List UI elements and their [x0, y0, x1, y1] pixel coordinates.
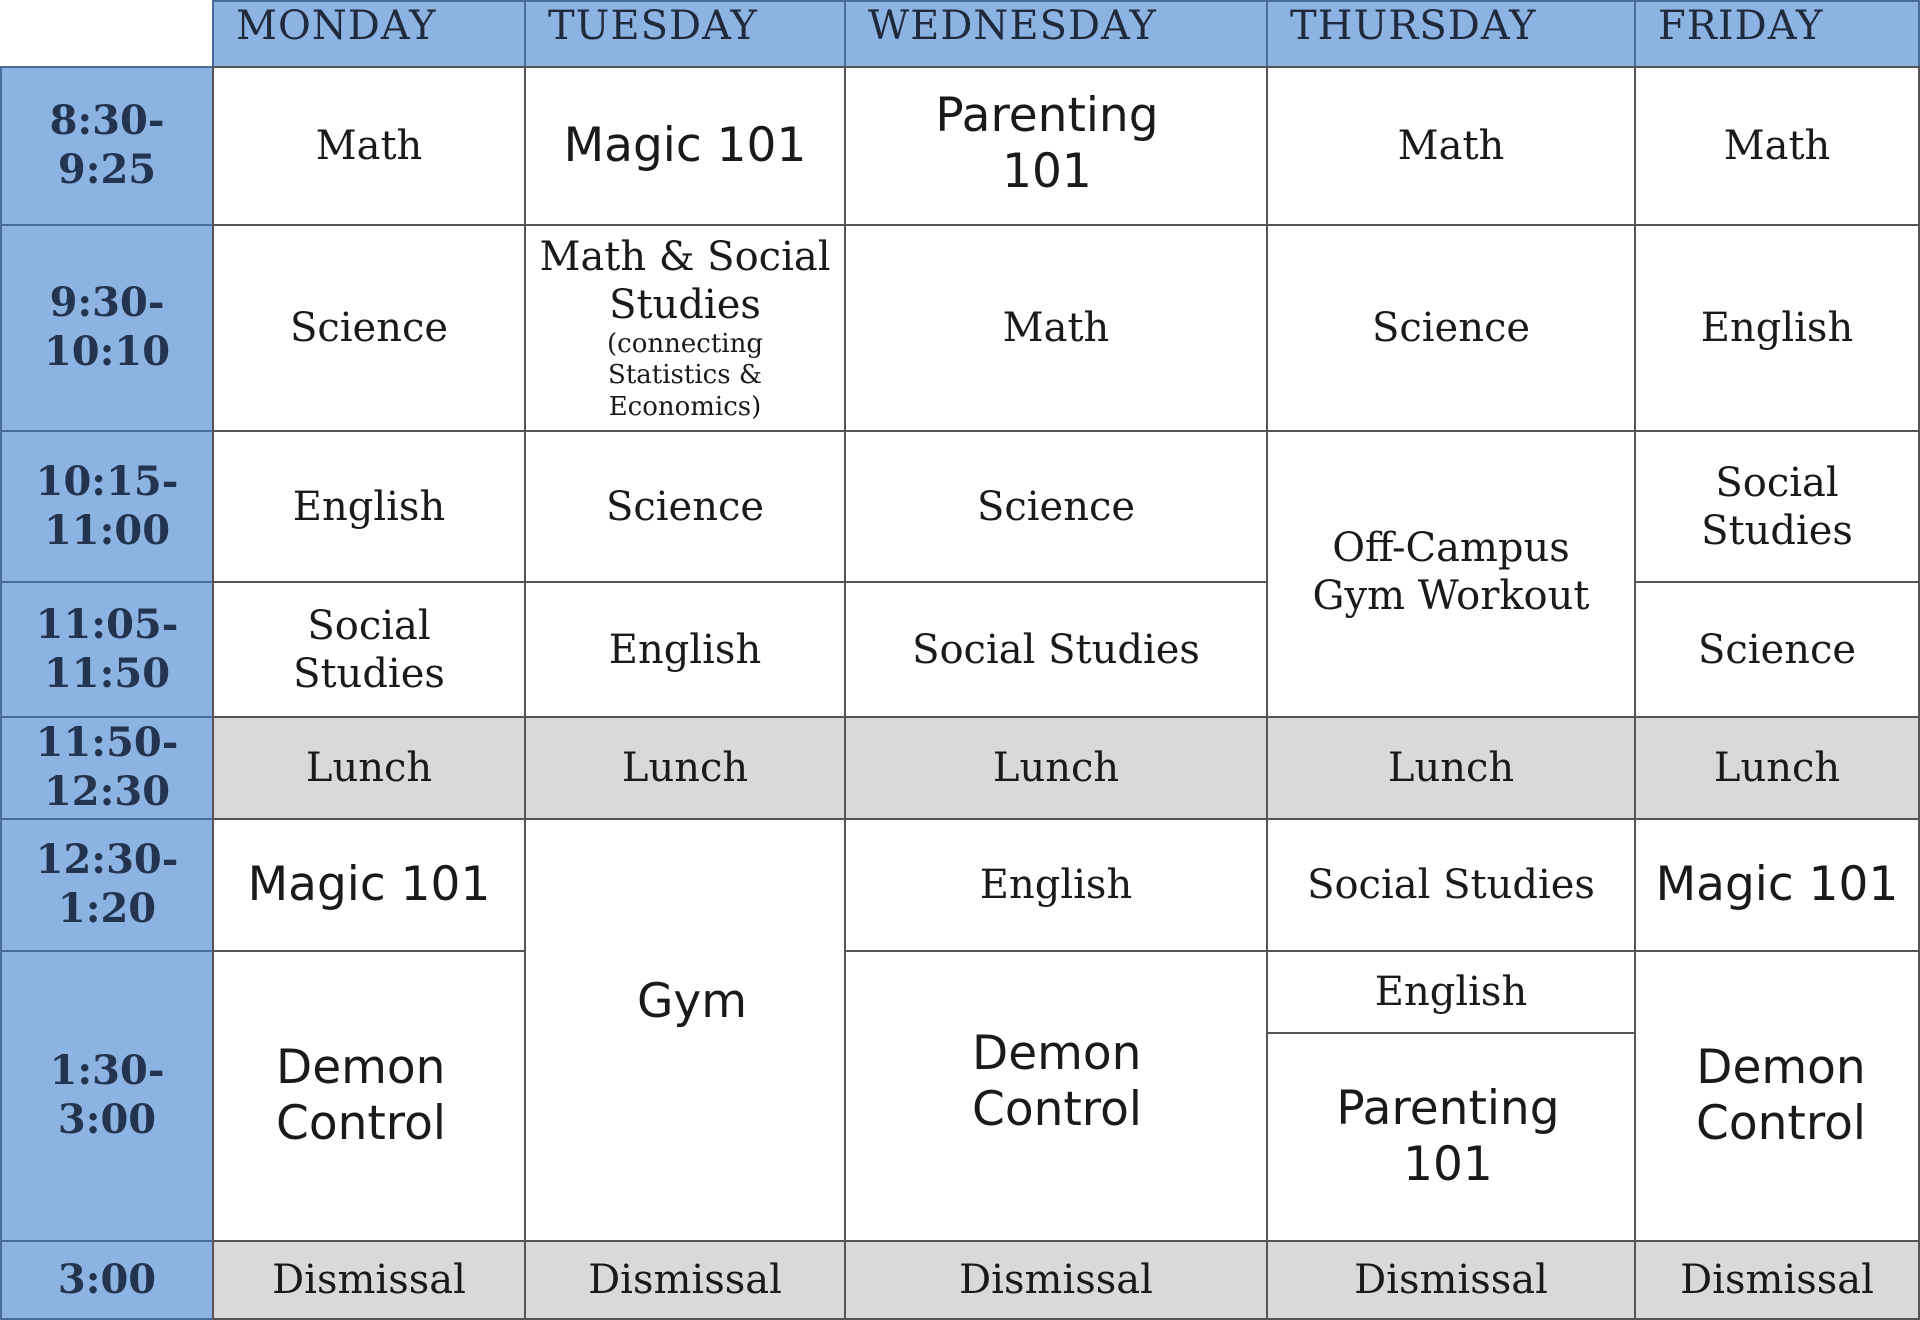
tuesday-period-2 — [524, 224, 846, 432]
wednesday-period-5: English — [844, 818, 1268, 952]
thursday-period-6a: English — [1266, 950, 1636, 1034]
time-start: 12:30- — [35, 836, 179, 884]
time-end: 10:10 — [43, 328, 171, 375]
time-slot-dismissal — [0, 1240, 214, 1320]
class-note-line: (connecting — [607, 329, 763, 360]
time-end: 3:00 — [57, 1096, 157, 1143]
time-start: 11:50- — [35, 719, 179, 767]
monday-lunch: Lunch — [212, 716, 526, 820]
time-start: 9:30- — [49, 279, 165, 327]
tuesday-period-3: Science — [524, 430, 846, 583]
wednesday-period-1 — [844, 66, 1268, 226]
thursday-period-2: Science — [1266, 224, 1636, 432]
time-slot-1 — [0, 66, 214, 226]
monday-period-4 — [212, 581, 526, 718]
time-start: 11:05- — [35, 600, 179, 648]
monday-period-3: English — [212, 430, 526, 583]
class-line: Demon — [1696, 1039, 1866, 1095]
thursday-lunch: Lunch — [1266, 716, 1636, 820]
monday-period-1: Math — [212, 66, 526, 226]
time-end: 1:20 — [57, 885, 157, 932]
class-line: Studies — [293, 650, 445, 697]
class-line: Demon — [972, 1026, 1142, 1081]
time-start: 1:30- — [49, 1047, 165, 1095]
tuesday-lunch: Lunch — [524, 716, 846, 820]
friday-period-1: Math — [1634, 66, 1920, 226]
class-line: Parenting — [1336, 1080, 1560, 1136]
wednesday-lunch: Lunch — [844, 716, 1268, 820]
friday-dismissal: Dismissal — [1634, 1240, 1920, 1320]
time-slot-4 — [0, 581, 214, 718]
friday-period-5: Magic 101 — [1634, 818, 1920, 952]
friday-period-2: English — [1634, 224, 1920, 432]
time-start: 8:30- — [49, 97, 165, 145]
class-line: Social — [307, 602, 431, 649]
class-note-line: Economics) — [608, 391, 762, 422]
tuesday-period-5 — [524, 818, 846, 1242]
time-slot-6 — [0, 950, 214, 1242]
class-line: Control — [972, 1082, 1142, 1138]
class-line: Parenting — [935, 88, 1159, 143]
class-line: Off-Campus — [1332, 525, 1570, 571]
class-line: Gym Workout — [1312, 573, 1590, 619]
tuesday-period-4: English — [524, 581, 846, 718]
thursday-dismissal: Dismissal — [1266, 1240, 1636, 1320]
time-slot-5 — [0, 818, 214, 952]
friday-period-4: Science — [1634, 581, 1920, 718]
friday-period-6 — [1634, 950, 1920, 1242]
time-start: 3:00 — [57, 1255, 157, 1303]
header-thursday: THURSDAY — [1266, 0, 1636, 68]
monday-period-6 — [212, 950, 526, 1242]
thursday-period-6b — [1266, 1032, 1636, 1242]
header-friday: FRIDAY — [1634, 0, 1920, 68]
class-line: Studies — [1701, 507, 1853, 554]
monday-period-2: Science — [212, 224, 526, 432]
wednesday-period-4: Social Studies — [844, 581, 1268, 718]
wednesday-period-2: Math — [844, 224, 1268, 432]
thursday-period-1: Math — [1266, 66, 1636, 226]
tuesday-dismissal: Dismissal — [524, 1240, 846, 1320]
thursday-period-5: Social Studies — [1266, 818, 1636, 952]
class-line: Gym — [636, 974, 748, 1029]
friday-period-3 — [1634, 430, 1920, 583]
friday-lunch: Lunch — [1634, 716, 1920, 820]
class-line: Math & Social — [539, 234, 831, 281]
class-line: Studies — [609, 282, 761, 329]
class-line: 101 — [1002, 144, 1092, 200]
time-end: 9:25 — [57, 146, 157, 193]
class-note-line: Statistics & — [608, 360, 762, 391]
time-start: 10:15- — [35, 457, 179, 505]
class-line: Social — [1715, 459, 1839, 506]
class-line: Control — [1696, 1096, 1866, 1151]
monday-dismissal: Dismissal — [212, 1240, 526, 1320]
tuesday-period-1: Magic 101 — [524, 66, 846, 226]
time-slot-3 — [0, 430, 214, 583]
time-slot-2 — [0, 224, 214, 432]
header-monday: MONDAY — [212, 0, 526, 68]
wednesday-period-6 — [844, 950, 1268, 1242]
class-line: Control — [276, 1096, 446, 1151]
class-line: Demon — [276, 1039, 446, 1095]
thursday-period-3-4 — [1266, 430, 1636, 718]
time-end: 11:00 — [43, 506, 171, 554]
header-tuesday: TUESDAY — [524, 0, 846, 68]
monday-period-5: Magic 101 — [212, 818, 526, 952]
time-slot-lunch — [0, 716, 214, 820]
time-end: 11:50 — [43, 649, 171, 697]
class-line: 101 — [1403, 1137, 1493, 1192]
time-end: 12:30 — [43, 768, 171, 815]
wednesday-dismissal: Dismissal — [844, 1240, 1268, 1320]
header-wednesday: WEDNESDAY — [844, 0, 1268, 68]
corner-cell — [0, 0, 212, 66]
wednesday-period-3: Science — [844, 430, 1268, 583]
